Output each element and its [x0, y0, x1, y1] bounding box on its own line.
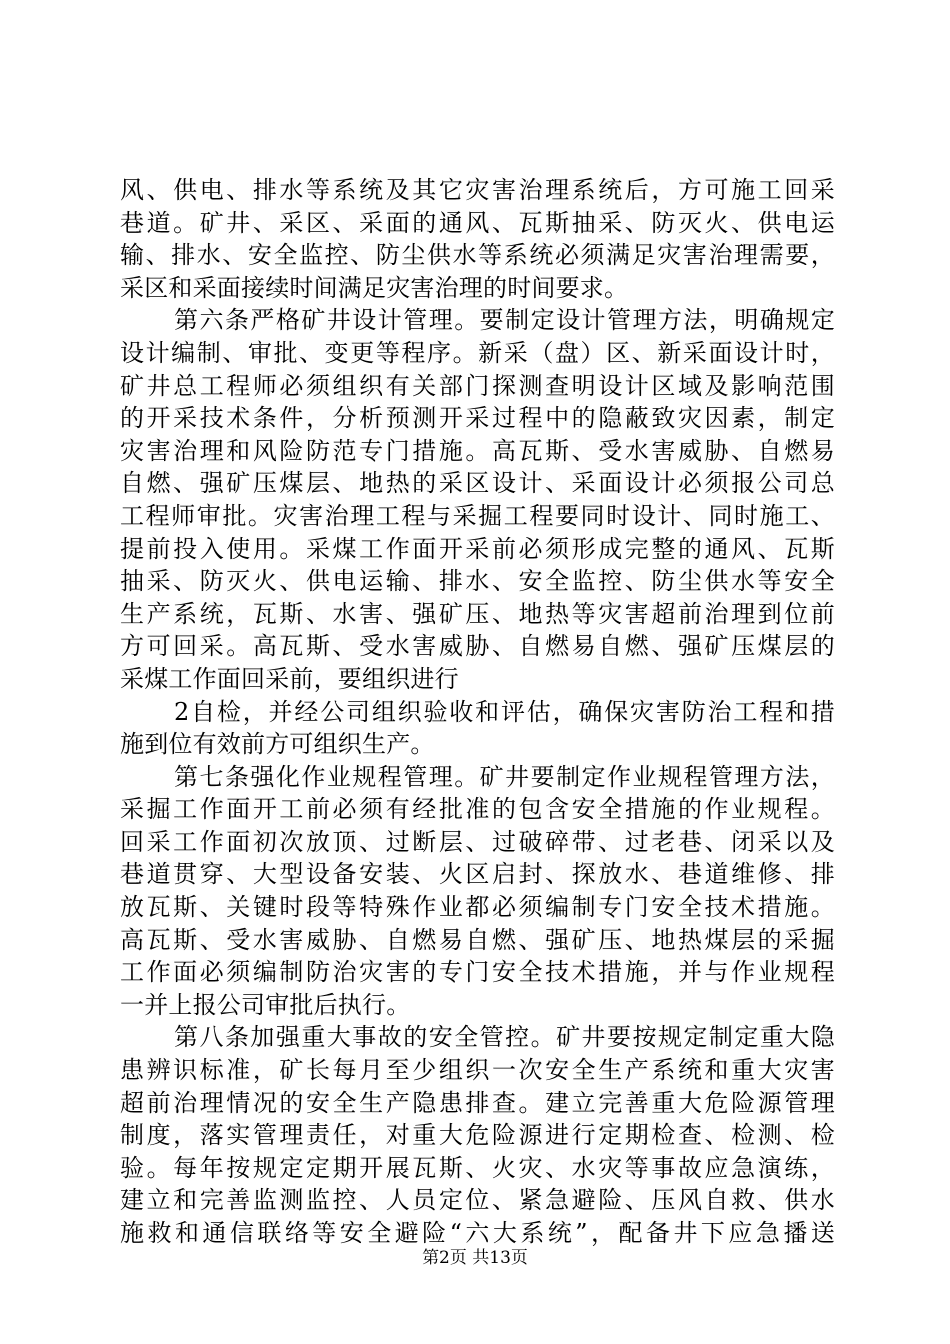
text-line: 2自检，并经公司组织验收和评估，确保灾害防治工程和措	[174, 697, 835, 726]
text-line: 巷道。矿井、采区、采面的通风、瓦斯抽采、防灭火、供电运	[120, 208, 835, 237]
text-line: 采区和采面接续时间满足灾害治理的时间要求。	[120, 273, 629, 302]
text-line: 高瓦斯、受水害威胁、自燃易自燃、强矿压、地热煤层的采掘	[120, 925, 835, 954]
document-body	[120, 174, 835, 1250]
text-line: 抽采、防灭火、供电运输、排水、安全监控、防尘供水等安全	[120, 567, 835, 596]
text-line: 输、排水、安全监控、防尘供水等系统必须满足灾害治理需要，	[120, 241, 835, 270]
page-number-footer: 第2页 共13页	[422, 1248, 528, 1268]
text-line: 一并上报公司审批后执行。	[120, 990, 411, 1019]
text-line: 自燃、强矿压煤层、地热的采区设计、采面设计必须报公司总	[120, 469, 835, 498]
text-line: 工程师审批。灾害治理工程与采掘工程要同时设计、同时施工、	[120, 501, 835, 530]
text-line: 回采工作面初次放顶、过断层、过破碎带、过老巷、闭采以及	[120, 827, 835, 856]
text-line: 采煤工作面回采前，要组织进行	[120, 664, 459, 693]
text-line: 验。每年按规定定期开展瓦斯、火灾、水灾等事故应急演练，	[120, 1153, 835, 1182]
text-line: 采掘工作面开工前必须有经批准的包含安全措施的作业规程。	[120, 795, 835, 824]
text-line: 第七条强化作业规程管理。矿井要制定作业规程管理方法，	[174, 762, 835, 791]
text-line: 制度，落实管理责任，对重大危险源进行定期检查、检测、检	[120, 1121, 835, 1150]
text-line: 方可回采。高瓦斯、受水害威胁、自燃易自燃、强矿压煤层的	[120, 632, 835, 661]
text-line: 放瓦斯、关键时段等特殊作业都必须编制专门安全技术措施。	[120, 893, 835, 922]
text-line: 提前投入使用。采煤工作面开采前必须形成完整的通风、瓦斯	[120, 534, 835, 563]
text-line: 风、供电、排水等系统及其它灾害治理系统后，方可施工回采	[120, 176, 835, 204]
text-line: 设计编制、审批、变更等程序。新采（盘）区、新采面设计时，	[120, 338, 835, 367]
text-line: 超前治理情况的安全生产隐患排查。建立完善重大危险源管理	[120, 1088, 835, 1117]
text-line: 的开采技术条件，分析预测开采过程中的隐蔽致灾因素，制定	[120, 404, 835, 433]
text-line: 施到位有效前方可组织生产。	[120, 730, 435, 759]
text-line: 患辨识标准，矿长每月至少组织一次安全生产系统和重大灾害	[120, 1056, 835, 1085]
text-line: 第六条严格矿井设计管理。要制定设计管理方法，明确规定	[174, 306, 835, 335]
text-line: 施救和通信联络等安全避险“六大系统”，配备井下应急播送	[120, 1219, 835, 1247]
text-line: 工作面必须编制防治灾害的专门安全技术措施，并与作业规程	[120, 958, 835, 987]
text-line: 建立和完善监测监控、人员定位、紧急避险、压风自救、供水	[120, 1186, 835, 1215]
text-line: 巷道贯穿、大型设备安装、火区启封、探放水、巷道维修、排	[120, 860, 835, 889]
text-line: 灾害治理和风险防范专门措施。高瓦斯、受水害威胁、自燃易	[120, 436, 835, 465]
text-line: 矿井总工程师必须组织有关部门探测查明设计区域及影响范围	[120, 371, 835, 400]
text-line: 第八条加强重大事故的安全管控。矿井要按规定制定重大隐	[174, 1023, 835, 1052]
text-line: 生产系统，瓦斯、水害、强矿压、地热等灾害超前治理到位前	[120, 599, 835, 628]
